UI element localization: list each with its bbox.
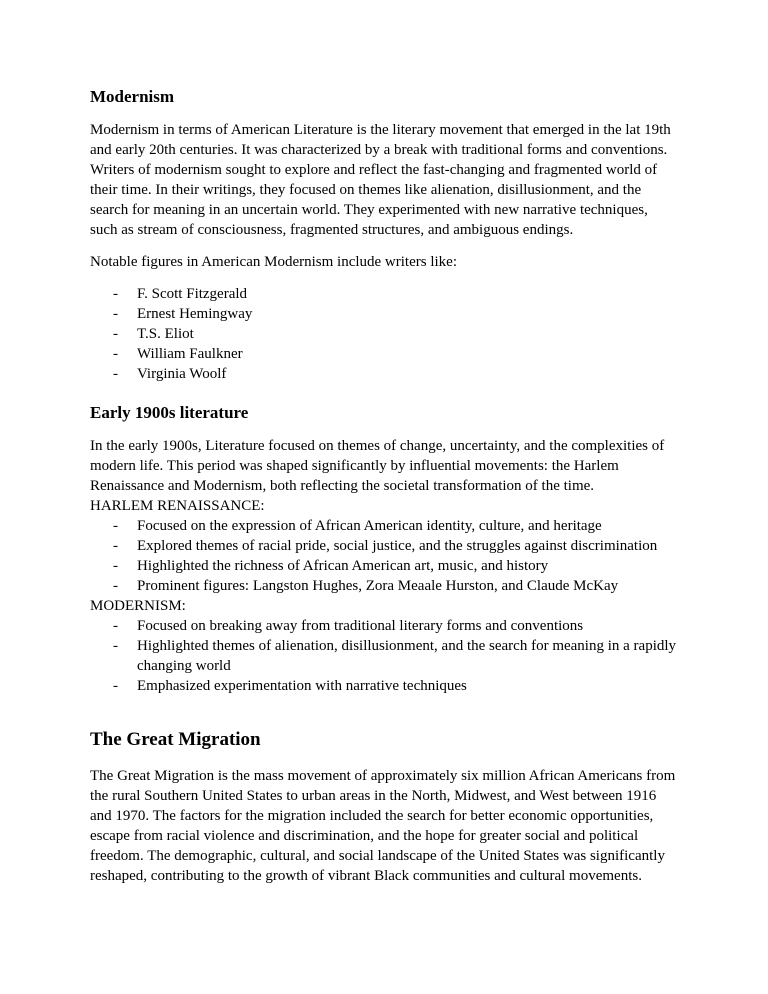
list-item bbox=[90, 636, 678, 676]
list-item bbox=[90, 576, 678, 596]
list-item bbox=[90, 284, 678, 304]
notable-figures-line: Notable figures in American Modernism include writers like: bbox=[90, 254, 457, 270]
list-item bbox=[90, 676, 678, 696]
list-item-text: Ernest Hemingway bbox=[137, 306, 253, 322]
dash-marker: - bbox=[113, 306, 118, 322]
great-migration-paragraph: The Great Migration is the mass movement of approximately six million African Americans from the rural Southern United States to urban areas in the North, Midwest, and West between 1916 and 1970. The factors for the migration included the search for better economic opportunities, escape from racial violence and discrimination, and the hope for greater social and political freedom. The demographic, cultural, and social landscape of the United States was significantly reshaped, contributing to the growth of vibrant Black communities and cultural movements. bbox=[90, 768, 676, 884]
modernism-label: MODERNISM: bbox=[90, 598, 186, 614]
heading-modernism: Modernism bbox=[90, 87, 175, 106]
modernism-writers-list bbox=[90, 284, 678, 384]
list-item-text: Focused on breaking away from traditional literary forms and conventions bbox=[137, 618, 584, 634]
list-item-text: Prominent figures: Langston Hughes, Zora Meaale Hurston, and Claude McKay bbox=[137, 578, 619, 594]
dash-marker: - bbox=[113, 326, 118, 342]
list-item-text: Virginia Woolf bbox=[137, 366, 227, 382]
list-item bbox=[90, 616, 678, 636]
dash-marker: - bbox=[113, 286, 118, 302]
list-item-text: T.S. Eliot bbox=[137, 326, 194, 342]
list-item-text: Explored themes of racial pride, social justice, and the struggles against discrimination bbox=[137, 538, 658, 554]
list-item bbox=[90, 304, 678, 324]
dash-marker: - bbox=[113, 638, 118, 654]
list-item bbox=[90, 516, 678, 536]
list-item bbox=[90, 536, 678, 556]
heading-early-1900s-literature: Early 1900s literature bbox=[90, 403, 249, 422]
dash-marker: - bbox=[113, 618, 118, 634]
dash-marker: - bbox=[113, 678, 118, 694]
early-1900s-intro-paragraph: In the early 1900s, Literature focused on themes of change, uncertainty, and the complexities of modern life. This period was shaped significantly by influential movements: the Harlem Renaissance and Modernism, both reflecting the societal transformation of the time. bbox=[90, 438, 665, 494]
list-item bbox=[90, 364, 678, 384]
harlem-renaissance-label: HARLEM RENAISSANCE: bbox=[90, 498, 265, 514]
modernism-intro-paragraph: Modernism in terms of American Literature is the literary movement that emerged in the lat 19th and early 20th centuries. It was characterized by a break with traditional forms and conventions. Writers of modernism sought to explore and reflect the fast-changing and fragmented world of their time. In their writings, they focused on themes like alienation, disillusionment, and the search for meaning in an uncertain world. They experimented with new narrative techniques, such as stream of consciousness, fragmented structures, and ambiguous endings. bbox=[90, 122, 671, 238]
dash-marker: - bbox=[113, 366, 118, 382]
list-item-text: William Faulkner bbox=[137, 346, 243, 362]
list-item bbox=[90, 324, 678, 344]
list-item-text: Focused on the expression of African American identity, culture, and heritage bbox=[137, 518, 602, 534]
list-item-text: Emphasized experimentation with narrative techniques bbox=[137, 678, 467, 694]
list-item-text: Highlighted the richness of African American art, music, and history bbox=[137, 558, 549, 574]
list-item-text: Highlighted themes of alienation, disillusionment, and the search for meaning in a rapidly changing world bbox=[137, 638, 677, 674]
dash-marker: - bbox=[113, 578, 118, 594]
dash-marker: - bbox=[113, 346, 118, 362]
dash-marker: - bbox=[113, 538, 118, 554]
modernism-points-list bbox=[90, 616, 678, 696]
heading-the-great-migration: The Great Migration bbox=[90, 729, 261, 750]
harlem-renaissance-list bbox=[90, 516, 678, 596]
list-item-text: F. Scott Fitzgerald bbox=[137, 286, 248, 302]
dash-marker: - bbox=[113, 518, 118, 534]
dash-marker: - bbox=[113, 558, 118, 574]
list-item bbox=[90, 556, 678, 576]
list-item bbox=[90, 344, 678, 364]
